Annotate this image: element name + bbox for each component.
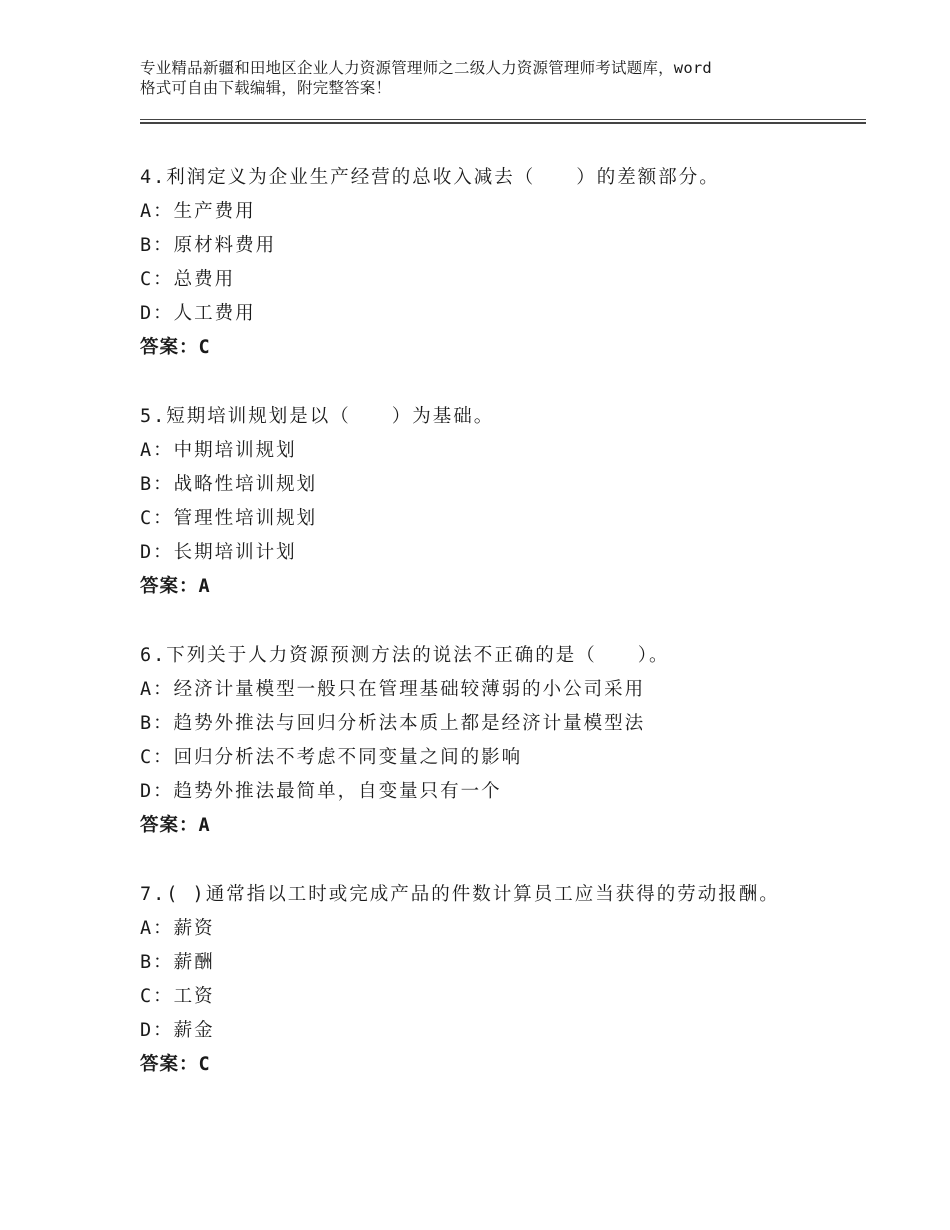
option-a: A：生产费用 [140,201,256,222]
option-d: D：薪金 [140,1020,215,1041]
option-d: D：长期培训计划 [140,542,297,563]
question-7 [140,878,860,1082]
option-c: C：工资 [140,986,215,1007]
header-line-1: 专业精品新疆和田地区企业人力资源管理师之二级人力资源管理师考试题库，word [140,59,712,77]
option-d: D：趋势外推法最简单，自变量只有一个 [140,781,502,802]
answer-label: 答案：C [140,1054,211,1075]
question-5 [140,400,860,604]
option-c: C：回归分析法不考虑不同变量之间的影响 [140,747,523,768]
question-stem: 5.短期培训规划是以（ ）为基础。 [140,406,495,427]
header-divider-thin [140,119,866,120]
option-c: C：总费用 [140,269,236,290]
question-stem: 7.( )通常指以工时或完成产品的件数计算员工应当获得的劳动报酬。 [140,884,780,905]
option-b: B：薪酬 [140,952,215,973]
document-header [140,58,840,98]
option-c: C：管理性培训规划 [140,508,318,529]
option-d: D：人工费用 [140,303,256,324]
option-a: A：薪资 [140,918,215,939]
answer-label: 答案：A [140,815,211,836]
question-stem: 6.下列关于人力资源预测方法的说法不正确的是（ ）。 [140,645,670,666]
header-divider-thick [140,122,866,124]
option-b: B：战略性培训规划 [140,474,318,495]
option-b: B：原材料费用 [140,235,277,256]
option-b: B：趋势外推法与回归分析法本质上都是经济计量模型法 [140,713,646,734]
option-a: A：经济计量模型一般只在管理基础较薄弱的小公司采用 [140,679,646,700]
question-4 [140,161,860,365]
option-a: A：中期培训规划 [140,440,297,461]
question-stem: 4.利润定义为企业生产经营的总收入减去（ ）的差额部分。 [140,167,720,188]
question-6 [140,639,860,843]
header-line-2: 格式可自由下载编辑，附完整答案！ [140,79,392,97]
answer-label: 答案：A [140,576,211,597]
answer-label: 答案：C [140,337,211,358]
